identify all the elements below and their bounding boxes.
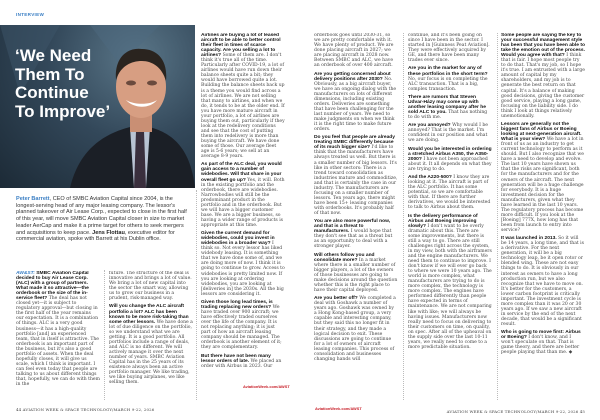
answer: Why would I be annoyed? That is the market. I'm confident in our position and what we are doing.: [408, 123, 488, 144]
question: Are you annoyed?: [408, 123, 451, 129]
article-column: [501, 33, 585, 399]
question: Will you change the ALC aircraft portfolio a lot? ALC has been known to be more risk-taking than some other lessors.: [109, 304, 189, 325]
qa-block: [501, 330, 585, 355]
headline-line: To Improve’: [15, 101, 111, 121]
article-column: [408, 33, 492, 399]
answer: I know they are looking at it. The aircraft is part of the ALC portfolio. It has some potential, so we are comfortable with that. If there are further derivatives, we would be interested to talk to Airbus about them.: [408, 175, 491, 211]
question: SMBC Aviation Capital decided to buy Air Lease Corp. (ALC) with a group of partners. What made it so attractive—the orderbook or the size of the in-service fleet?: [16, 271, 89, 302]
question: Given the current demand for widebodies, could you invest in widebodies in a broader way?: [201, 231, 275, 247]
qa-block: [201, 231, 285, 297]
interviewee-name: Peter Barrett: [16, 196, 50, 202]
intro-text: , CEO of SMBC Aviation Capital since 2004, is the longest-serving head of any major leasing company. The lessor's planned takeover of Air Lease Corp., expected to close in the first half of this year, will move SMBC Aviation Capital closer in size to market leader AerCap and make it a prime target for others to seek mergers and acquisitions to keep pace.: [16, 196, 187, 236]
question: Is the delivery performance of Airbus and Boeing improving slowly?: [408, 213, 478, 229]
answer-continuation: [314, 33, 398, 68]
article-column: [16, 271, 100, 399]
answer: I don't know, and I won't speculate on that. That is game theory, and there are better people playing that than me. ◆: [501, 335, 580, 356]
answer-continuation: [109, 271, 193, 301]
headline-line: ‘We Need: [15, 46, 92, 65]
answer: Yes, it will. Both in the existing portfolio and the orderbook, there are widebodies. Narrowbodies will still be the predominant product in the portfolio and in the orderbook. But we will have a bigger customer base. We are a bigger business, so having a wider range of products is appropriate at this time.: [201, 177, 285, 228]
answer: I would hope that they don't see that as a threat but as an opportunity to deal with a stronger player.: [314, 229, 393, 250]
qa-block: [314, 219, 398, 249]
qa-block: [408, 66, 492, 91]
qa-block: [408, 123, 492, 143]
answer: We placed an order with Airbus in 2023. Our: [201, 358, 282, 369]
qa-block: [408, 95, 492, 120]
headline-line: Continue: [15, 83, 89, 103]
column-divider: [104, 270, 105, 400]
answer: No, our focus is on completing the ALC transaction. That is a big, complex transaction.: [408, 76, 488, 92]
question: Lessors are generally not the biggest fans of Airbus or Boeing looking at next-generation aircraft. What is your view?: [501, 121, 582, 143]
qa-block: [501, 33, 585, 119]
interviewer-label: AW&ST:: [16, 271, 35, 276]
question: Do you feel that people are already treating SMBC differently because of its much bigger size?: [314, 135, 395, 151]
qa-block: [201, 354, 285, 369]
page-footer-left: 44 AVIATION WEEK & SPACE TECHNOLOGY/MARCH 9-22, 2026: [16, 407, 155, 412]
question: As part of the ALC deal, you would gain access to a number of widebodies. Will that share in your overall fleet go up?: [201, 162, 282, 183]
question: But there have not been many lessor orders of late.: [201, 353, 271, 364]
question: Who is going to move first: Airbus or Boeing?: [501, 330, 581, 341]
qa-block: [16, 271, 100, 387]
qa-block: [314, 296, 398, 362]
question: Are you in the market for any of these portfolios in the short term?: [408, 66, 488, 77]
column-divider: [497, 33, 498, 400]
question: Some people are saying the key to your successful management style has been that you have been able to take the emotion out of the process. Would you agree with that?: [501, 33, 585, 59]
intro-text-end: , executive editor for commercial aviation, spoke with Barrett at his Dublin office.: [16, 229, 175, 243]
headline-line: Them To: [15, 64, 85, 84]
answer: I think so. Not every lessor has liked widebody leasing. It is something that we have done some of, and we are doing more of now. I think it is going to continue to grow. Access to widebodies is pretty limited now. If you are looking at ordering widebodies, you are looking at [deliveries in] the 2030s. All the big lessors are considering it.: [201, 241, 285, 297]
question: You are also more powerful now, and that is a threat to manufacturers.: [314, 219, 391, 235]
headline: [15, 47, 110, 121]
question: Given those long lead times, is trading replacing new orders?: [201, 299, 273, 310]
qa-block: [201, 162, 285, 228]
author-name: Jens Flottau: [92, 229, 125, 236]
website-link[interactable]: AviationWeek.com/AWST: [243, 384, 290, 389]
answer: The deal has not closed yet—it is subject to regulatory approval—but closing in the first half of the year remains our expectation. It is a combination of things. ALC is a very good business—it has a high-quality portfolio [and] an experienced team, that in itself is attractive. The orderbook is an important part of the business, but it's also a good portfolio of assets. When the deal hopefully closes, it will give us scale, which I think is important. I can feel even today that people are talking to us about different things that, hopefully, we can do with them in the: [16, 296, 100, 388]
answer: So it will be 14 years, a long time, and that is a derivative. For the next generation, it will be a big technology leap, be it open rotor or blended wing. These are not easy things to do. It is obviously in our interest as owners to have a long production run, but we also recognize that we have to move on. It's better for the customers, a lower carbon footprint is critically important. The investment cycle is more complex than it was 20 or 30 years ago. If we saw a new aircraft in service by the end of the next decade, that would be a significant result.: [501, 236, 584, 327]
answer: Some of them are. I don't think it's true all of the time. Particularly after COVID-19, a lot of airlines would have run down their balance sheets quite a bit; they would have borrowed quite a lot. Building the balance sheets back up is a theme you would find across a lot of airlines. We are not selling that many to airlines, and when we do, it tends to be at the older end. If you have more mature aircraft in your portfolio, a lot of airlines are buying them out, particularly if they look at the redelivery conditions and see that the cost of putting them into redelivery is more than buying the aircraft. We have done some of those. Our average fleet age is 5-6 years; we sell at an average 8-9 years.: [201, 53, 285, 160]
answer: We have traded over 900 aircraft; we have effectively traded ourselves over the life of the company. It is not replacing anything; it is just part of how an aircraft leasing company should be managed. The orderbook is another element of it; they are complementary.: [201, 305, 282, 351]
answer: I'd like to think that the manufacturers have always treated us well. But there is a smaller number of big lessors. It's like in other sectors: There is a trend toward consolidation as industries mature and commoditize, and that is certainly the case in our industry. The manufacturers are focusing on a smaller number of lessors. Ten years ago, there might have been 15+ leasing companies with orderbooks. It's probably half of that now.: [314, 145, 398, 216]
answer: orderbook goes until 2030-31, so we are pretty comfortable with it. We have plenty of product. We are done placing aircraft in 2027; we are placing aircraft in 2028 now. Between SMBC and ALC, we have an orderbook of over 400 aircraft.: [314, 33, 394, 69]
article-column: [109, 271, 193, 399]
qa-block: [408, 214, 492, 350]
qa-block: [408, 175, 492, 210]
answer: In a market where there is a smaller number of bigger players, a lot of the owners of those businesses are going to make decisions around the question whether this is the right place to have their capital deployed.: [314, 257, 398, 293]
column-divider: [403, 33, 404, 400]
answer-continuation: [408, 33, 492, 63]
answer: continue, and it's been going on since I have been in the sector. I started in [Guinness Peat Aviation]. They were effectively acquired by GE, and there have been many trades ever since.: [408, 33, 490, 64]
question: There are rumors that Steven Udvar-Házy may come up with another leasing company after he sold ALC to you.: [408, 94, 486, 116]
website-link[interactable]: AviationWeek.com/AWST: [315, 406, 362, 411]
qa-block: [501, 122, 585, 233]
question: Are you better off?: [314, 296, 358, 302]
question: It was launched in 2013.: [501, 236, 557, 242]
answer: I think that is fair. I hope most people try to do that. That's my job, so I hope it's true. I am entrusted with a large amount of capital by my shareholders, and my job is to generate the best return on that capital. It's a balance of making good decisions, giving the customer good service, playing a long game, focusing on the liability side. I do think I look at things relatively unemotionally.: [501, 53, 585, 119]
question: Are you getting concerned about delivery positions after 2030?: [314, 71, 391, 82]
answer: We completed a deal with Goshawk a number of years ago. Goshawk was owned by a Hong Kong-based group, a very capable and interesting company, but they said this no longer fit in their strategy, and they made a logical decision to exit. These discussions are going to continue for a lot of owners of aircraft leasing companies. This process of consolidation and businesses changing hands will: [314, 296, 396, 362]
article-column: [201, 33, 285, 381]
qa-block: [314, 72, 398, 133]
answer: That has nothing to do with me.: [408, 110, 488, 121]
qa-block: [408, 147, 492, 172]
article-column: [314, 33, 398, 399]
answer: We have a lot in front of us as an industry to get current technology to perform as it should. But I also recognize that we have a need to develop and evolve. The last 10 years have shown us that the risks are significant, both for the manufacturers and for the owners of the aircraft. The next generation will be a huge challenge for everybody. It is a huge investment decision for the manufacturers, given what they have learned in the last 10 years. The regulatory process has become more difficult. If you look at the [Boeing] 777X, how long has that been from launch to entry into service?: [501, 137, 584, 233]
qa-block: [201, 33, 285, 159]
qa-block: [314, 135, 398, 216]
qa-block: [501, 236, 585, 327]
answer: I don't want to be overly dramatic about this. There are some improvements, but there is still a way to go. There are still challenges right across the system, in my view, both with the airframers and the engine manufacturers. We need them to continue to improve. I don't know if we will ever go back to where we were 10 years ago. The world is more complex, what manufacturers are trying to do is more complex, the technology is more complex. The engines have performed differently than people have expected in terms of maintenance. We are not comparing like with like; we will always be having issues. Manufacturers now really need to focus on delivering to their customers on time, on quality, on spec. After all of the upheaval on the supply side over the last 10-11 years, we really need to come to a more predictable situation.: [408, 223, 492, 350]
question: Would you be interested in ordering a stretched Airbus A350, the A350-2000?: [408, 146, 492, 162]
question: Airlines are buying a lot of leased aircraft to be able to better control their fleet in times of scarce capacity. Are you selling a lot to airlines?: [201, 33, 281, 59]
answer: No. Obviously, as a big aircraft buyer, we have an ongoing dialog with the manufacturers on lots of different dimensions, including existing orders. Deliveries are something that have been challenging for the last number of years. We need to make judgments on when we think it is the right time to make future orders.: [314, 76, 397, 133]
question: And the A220-500?: [408, 175, 452, 181]
qa-block: [109, 304, 193, 385]
answer: We have done a lot of due diligence on the portfolio, so we understand what we are getting. It is a good portfolio. All portfolios include a range of deals, and ALC is no different. We will actively manage it over the next number of years. SMBC Aviation Capital has in the 25 years of its existence always been an active portfolio manager. We like trading, we like buying airplanes, we like selling them.: [109, 319, 193, 386]
question: Will others follow you and consolidate more?: [314, 252, 375, 263]
qa-block: [201, 300, 285, 350]
page-footer-right: AVIATION WEEK & SPACE TECHNOLOGY/MARCH 9-22, 2026 45: [446, 409, 585, 414]
qa-block: [314, 253, 398, 293]
intro-paragraph: [16, 196, 188, 243]
answer: future. The structure of the deal is innovative and brings a lot of value. We bring a lot of new capital into the sector the smart way, allowing us to grow our business in a prudent, risk-managed way.: [109, 271, 192, 302]
answer: I have not been approached about it. It all depends on what they are trying to do.: [408, 156, 492, 172]
section-label: INTERVIEW: [16, 12, 45, 17]
column-divider: [196, 190, 197, 400]
